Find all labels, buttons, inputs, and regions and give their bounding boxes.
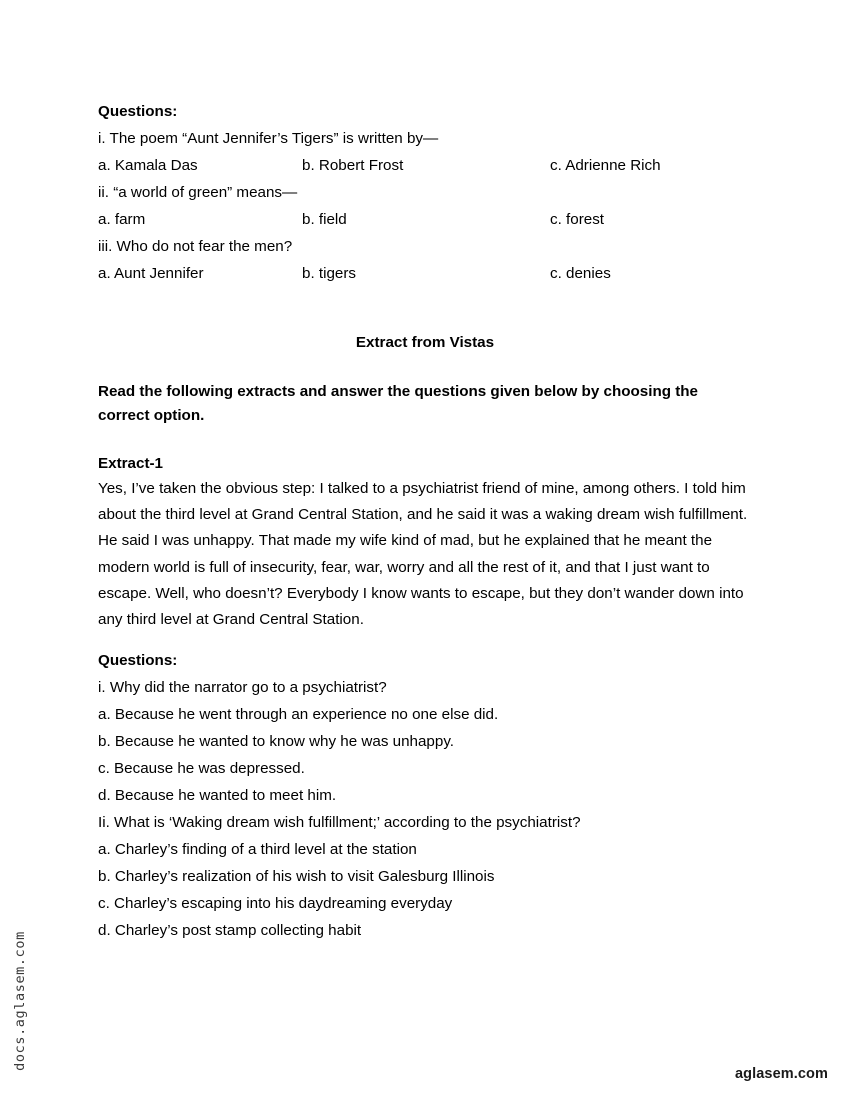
- poem-q2-option-b[interactable]: b. field: [302, 211, 347, 228]
- vistas-q1-option-a[interactable]: a. Because he went through an experience no one else did.: [98, 706, 499, 724]
- vistas-section-title: Extract from Vistas: [355, 334, 495, 351]
- extract-body: Yes, I’ve taken the obvious step: I talked to a psychiatrist friend of mine, among others. I told him about the third level at Grand Central Station, and he said it was a waking dream wish fulfillment. He said I was unhappy. That made my wife kind of mad, but he explained that he meant the modern world is full of insecurity, fear, war, worry and all the rest of it, and that I just want to escape. Well, who doesn’t? Everybody I know wants to escape, but they don’t wander down into any third level at Grand Central Station.: [98, 480, 748, 629]
- instruction-spacer: [98, 428, 752, 452]
- poem-question-3-stem: iii. Who do not fear the men?: [98, 238, 293, 255]
- vistas-q1-option-c[interactable]: c. Because he was depressed.: [98, 760, 305, 778]
- side-watermark: [0, 915, 40, 1090]
- poem-questions-heading: Questions:: [98, 103, 178, 120]
- poem-q3-option-b[interactable]: b. tigers: [302, 265, 357, 282]
- vistas-q2-option-c[interactable]: c. Charley’s escaping into his daydreaming everyday: [98, 895, 453, 913]
- poem-q2-option-a[interactable]: a. farm: [98, 211, 146, 228]
- brand-footer: aglasem.com: [735, 1066, 828, 1082]
- section-spacer: [98, 287, 752, 329]
- vistas-q2-option-b[interactable]: b. Charley’s realization of his wish to visit Galesburg Illinois: [98, 868, 495, 886]
- poem-q1-option-b[interactable]: b. Robert Frost: [302, 157, 404, 174]
- poem-q2-option-c[interactable]: c. forest: [550, 211, 605, 228]
- vistas-question-2-stem: Ii. What is ‘Waking dream wish fulfillment;’ according to the psychiatrist?: [98, 814, 581, 832]
- poem-question-2-options: [98, 206, 752, 233]
- vistas-instruction: Read the following extracts and answer the questions given below by choosing the correct option.: [98, 383, 699, 424]
- poem-q1-option-c[interactable]: c. Adrienne Rich: [550, 157, 661, 174]
- vistas-q2-option-d[interactable]: d. Charley’s post stamp collecting habit: [98, 922, 362, 940]
- poem-q1-option-a[interactable]: a. Kamala Das: [98, 157, 198, 174]
- poem-question-1-options: [98, 152, 752, 179]
- poem-q3-option-c[interactable]: c. denies: [550, 265, 611, 282]
- poem-questions-section: [98, 98, 752, 287]
- document-content: [98, 98, 752, 944]
- vistas-q2-option-a[interactable]: a. Charley’s finding of a third level at the station: [98, 841, 417, 859]
- extract-label: Extract-1: [98, 455, 163, 472]
- vistas-section: [98, 329, 752, 944]
- vistas-q1-option-b[interactable]: b. Because he wanted to know why he was unhappy.: [98, 733, 455, 751]
- extract-spacer: [98, 633, 752, 647]
- poem-q3-option-a[interactable]: a. Aunt Jennifer: [98, 265, 204, 282]
- title-spacer: [98, 356, 752, 380]
- vistas-q1-option-d[interactable]: d. Because he wanted to meet him.: [98, 787, 337, 805]
- side-watermark-text: docs.aglasem.com: [12, 931, 28, 1071]
- vistas-questions-heading: Questions:: [98, 652, 178, 670]
- poem-question-3-options: [98, 260, 752, 287]
- poem-question-2-stem: ii. “a world of green” means—: [98, 184, 298, 201]
- vistas-question-1-stem: i. Why did the narrator go to a psychiatrist?: [98, 679, 387, 697]
- poem-question-1-stem: i. The poem “Aunt Jennifer’s Tigers” is written by—: [98, 130, 439, 147]
